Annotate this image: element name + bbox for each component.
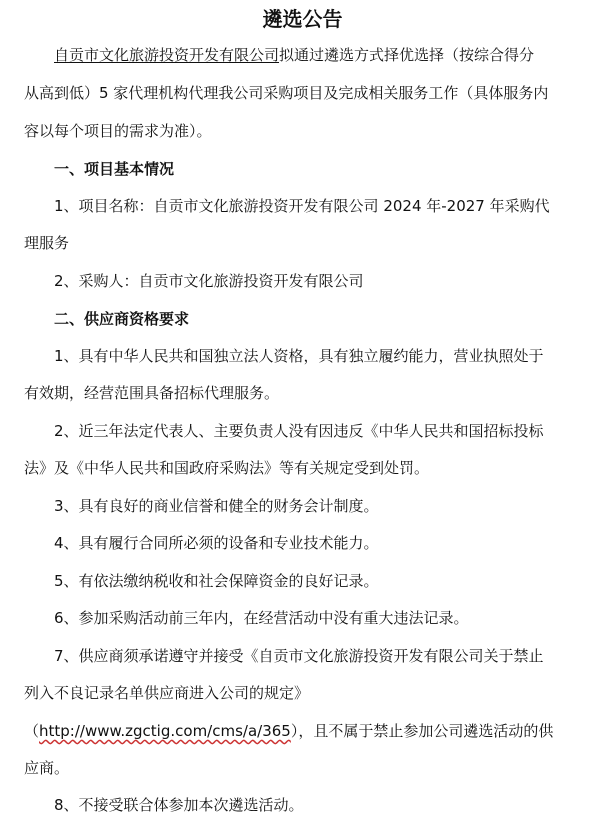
intro-line-1-rest: 拟通过遴选方式择优选择（按综合得分	[279, 46, 535, 64]
intro-line-3: 容以每个项目的需求为准）。	[24, 122, 212, 140]
requirement-1-line-1: 1、具有中华人民共和国独立法人资格，具有独立履约能力，营业执照处于	[54, 347, 544, 365]
section-1-heading: 一、项目基本情况	[54, 160, 175, 178]
requirement-7-line-1: 7、供应商须承诺遵守并接受《自贡市文化旅游投资开发有限公司关于禁止	[54, 647, 544, 665]
requirement-7-line-3	[24, 721, 584, 741]
requirement-7-line-3-rest: ），且不属于禁止参加公司遴选活动的供	[290, 722, 554, 740]
requirement-5: 5、有依法缴纳税收和社会保障资金的良好记录。	[54, 572, 379, 590]
requirement-8: 8、不接受联合体参加本次遴选活动。	[54, 796, 304, 814]
intro-line-2: 从高到低）5 家代理机构代理我公司采购项目及完成相关服务工作（具体服务内	[24, 84, 549, 102]
regulation-url-link[interactable]: http://www.zgctig.com/cms/a/365	[39, 722, 291, 740]
project-name-line-1: 1、项目名称：自贡市文化旅游投资开发有限公司 2024 年-2027 年采购代	[54, 197, 550, 215]
requirement-6: 6、参加采购活动前三年内，在经营活动中没有重大违法记录。	[54, 609, 469, 627]
section-2-heading: 二、供应商资格要求	[54, 310, 190, 328]
open-paren: （	[24, 722, 40, 740]
project-name-line-2: 理服务	[24, 234, 70, 252]
requirement-7-line-4: 应商。	[24, 759, 70, 777]
requirement-2-line-2: 法》及《中华人民共和国政府采购法》等有关规定受到处罚。	[24, 459, 430, 477]
purchaser-line: 2、采购人：自贡市文化旅游投资开发有限公司	[54, 272, 364, 290]
company-name-underlined: 自贡市文化旅游投资开发有限公司	[54, 46, 280, 64]
requirement-7-line-2: 列入不良记录名单供应商进入公司的规定》	[24, 684, 310, 702]
requirement-4: 4、具有履行合同所必须的设备和专业技术能力。	[54, 534, 379, 552]
requirement-3: 3、具有良好的商业信誉和健全的财务会计制度。	[54, 497, 379, 515]
intro-line-1	[54, 45, 605, 65]
page-title: 遴选公告	[262, 7, 343, 31]
requirement-1-line-2: 有效期，经营范围具备招标代理服务。	[24, 384, 280, 402]
requirement-2-line-1: 2、近三年法定代表人、主要负责人没有因违反《中华人民共和国招标投标	[54, 422, 544, 440]
